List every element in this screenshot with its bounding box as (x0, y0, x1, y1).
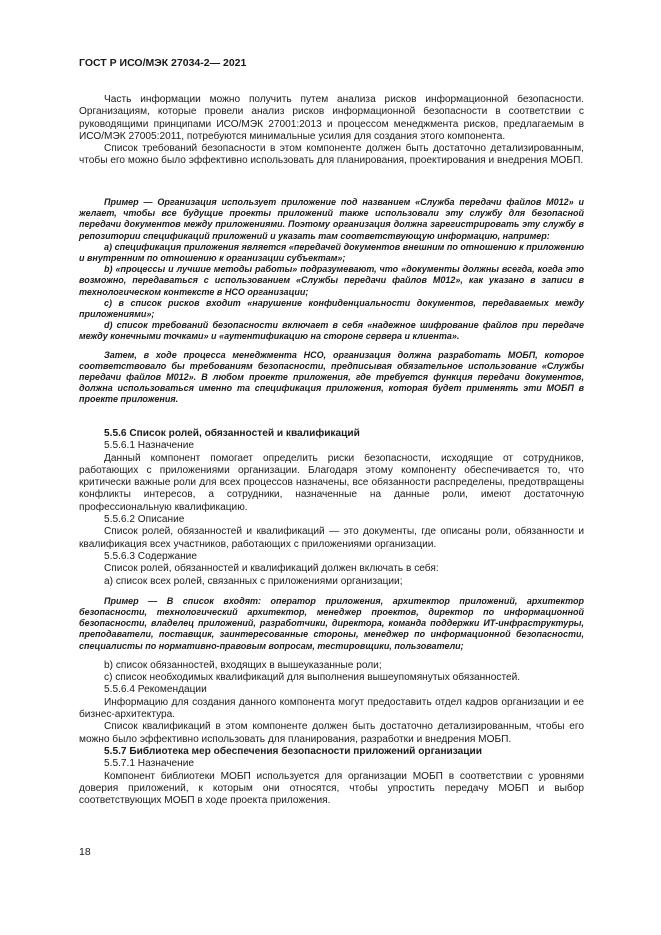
subsection-5-5-6-1: 5.5.6.1 Назначение (104, 440, 195, 452)
example-block-2: Пример — В список входят: оператор приложения, архитектор приложений, архитектор безопасности, технологический архитектор, менеджер проектов, директор по информационной безопасности, владелец приложений, разработчики, директора, команда поддержки ИТ-инфраструктуры, преподаватели, поставщик, заинтересованные стороны, менеджер по информационной безопасности, специалисты по нормативно-правовым вопросам, тестировщики, пользователи; (79, 595, 584, 651)
section-5-5-6-heading: 5.5.6 Список ролей, обязанностей и квалификаций (104, 428, 360, 439)
purpose-paragraph: Данный компонент помогает определить риски безопасности, исходящие от сотрудников, работающих с приложениями организации. Благодаря этому компоненту обеспечивается то, что критически важные роли для всех процессов назначены, все обязанности распределены, предотвращены конфликты интересов, а сотрудники, назначенные на данные роли, имеют достаточную профессиональную квалификацию. (79, 452, 584, 513)
running-header: ГОСТ Р ИСО/МЭК 27034-2— 2021 (79, 57, 247, 69)
list-item-a: а) список всех ролей, связанных с приложениями организации; (104, 575, 403, 587)
intro-paragraph-1: Часть информации можно получить путем анализа рисков информационной безопасности. Организациям, которые провели анализ рисков информационной безопасности в соответствии с руководящими принципами ИСО/МЭК 27001:2013 и процессом менеджмента рисков, предлагаемым в ИСО/МЭК 27005:2011, потребуются минимальные усилия для создания этого компонента. (79, 94, 584, 142)
subsection-5-5-7-1: 5.5.7.1 Назначение (104, 758, 195, 770)
example-1-item-c: с) в список рисков входит «нарушение конфиденциальности документов, передаваемых между приложениями»; (79, 297, 584, 320)
example-block-1 (79, 197, 584, 406)
subsection-5-5-6-3: 5.5.6.3 Содержание (104, 550, 197, 562)
intro-paragraph-2: Список требований безопасности в этом компоненте должен быть достаточно детализированным, чтобы его можно было эффективно использовать для планирования, проектирования и внедрения МОБП. (79, 143, 584, 167)
recommendations-paragraph-2: Список квалификаций в этом компоненте должен быть достаточно детализированным, чтобы его можно было эффективно использовать для планирования, разработки и внедрения МОБП. (79, 721, 584, 745)
content-paragraph: Список ролей, обязанностей и квалификаций должен включать в себя: (104, 563, 439, 575)
example-1-text: Пример — Организация использует приложение под названием «Служба передачи файлов М012» и желает, чтобы все будущие проекты приложений также использовали эту службу для безопасной передачи документов между приложениями. Поэтому организация должна зарегистрировать эту службу в репозитории спецификаций приложений и указать там соответствующую информацию, например: (79, 197, 584, 241)
subsection-5-5-6-2: 5.5.6.2 Описание (104, 514, 185, 526)
example-1-conclusion: Затем, в ходе процесса менеджмента НСО, организация должна разработать МОБП, которое соответствовало бы требованиям безопасности, предписывая обязательное использование «Службы передачи файлов М012». В любом проекте приложения, где требуется функция передачи документов, должна использоваться именно та спецификация приложения, которая будет применять эти МОБП в проекте приложения. (79, 349, 584, 405)
page-number: 18 (79, 846, 91, 858)
example-1-item-d: d) список требований безопасности включает в себя «надежное шифрование файлов при передаче между конечными точками» и «аутентификацию на стороне сервера и клиента». (79, 320, 584, 342)
intro-block (79, 94, 584, 168)
list-item-c: с) список необходимых квалификаций для выполнения вышеупомянутых обязанностей. (104, 672, 521, 684)
section-5-5-6 (79, 428, 584, 807)
library-purpose-paragraph: Компонент библиотеки МОБП используется для организации МОБП в соответствии с уровнями доверия приложений, к которым они относятся, чтобы упростить передачу МОБП и выбор соответствующих МОБП в ходе проекта приложения. (79, 770, 584, 807)
section-5-5-7-heading: 5.5.7 Библиотека мер обеспечения безопасности приложений организации (104, 745, 482, 757)
list-item-b: b) список обязанностей, входящих в вышеуказанные роли; (104, 659, 382, 671)
subsection-5-5-6-4: 5.5.6.4 Рекомендации (104, 684, 207, 696)
recommendations-paragraph-1: Информацию для создания данного компонента могут предоставить отдел кадров организации и ее бизнес-архитектура. (79, 696, 584, 721)
description-paragraph: Список ролей, обязанностей и квалификаций — это документы, где описаны роли, обязанности и квалификация всех участников, работающих с приложениями организации. (79, 526, 584, 550)
example-1-item-a: а) спецификация приложения является «передачей документов внешним по отношению к приложению и внутренним по отношению к организации субъектам»; (79, 241, 584, 264)
example-1-item-b: b) «процессы и лучшие методы работы» подразумевают, что «документы должны всегда, когда это возможно, передаваться с использованием «Службы передачи файлов М012», как указано в записи в технологическом контексте в НСО организации; (79, 264, 584, 297)
